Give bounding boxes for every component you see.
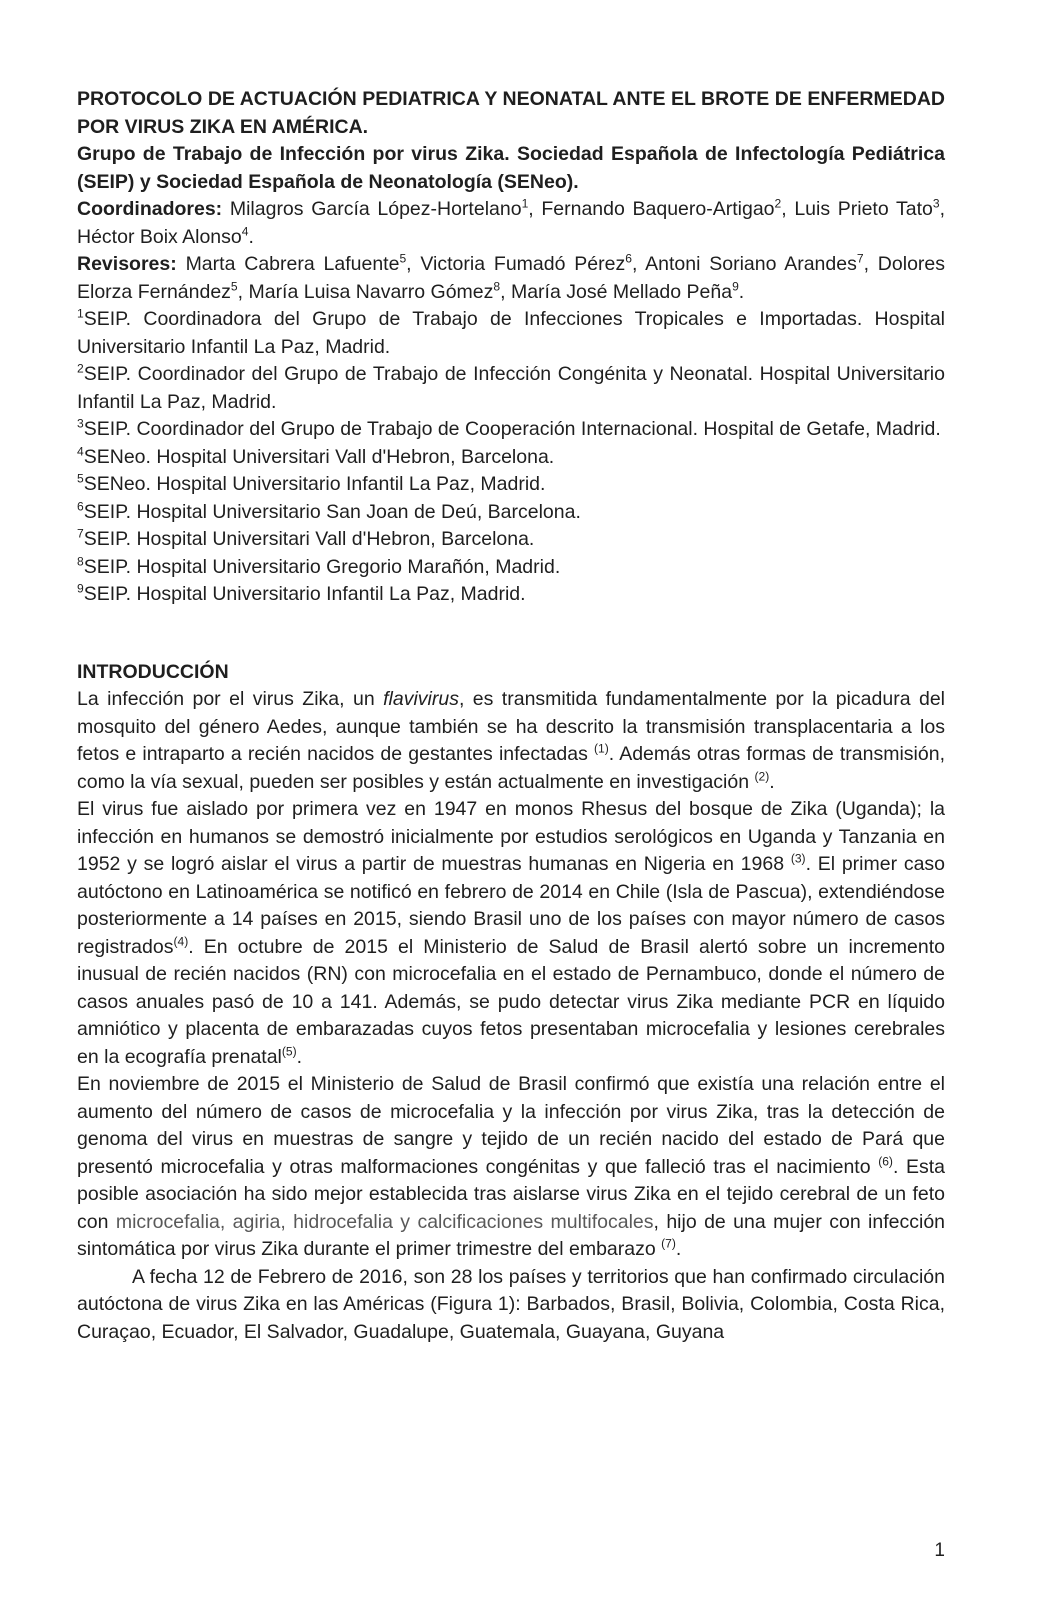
affiliation-superscript: 1 xyxy=(77,306,84,321)
text-run: . Esta posible asociación ha sido mejor establecida tras aislarse virus Zika en el tejido cerebral de un feto con xyxy=(77,1155,945,1233)
affiliation-text: SEIP. Hospital Universitari Vall d'Hebron, Barcelona. xyxy=(83,528,535,550)
reference-superscript: (2) xyxy=(754,769,770,783)
text-run: La infección por el virus Zika, un xyxy=(77,688,384,710)
reference-superscript: (4) xyxy=(173,934,189,948)
affiliation-superscript: 5 xyxy=(77,471,84,486)
reference-superscript: (3) xyxy=(790,851,806,866)
body-paragraph xyxy=(77,1264,945,1347)
text-run: Revisores: xyxy=(77,253,186,275)
introduction-paragraphs xyxy=(77,686,945,1346)
affiliation-text: SEIP. Hospital Universitario San Joan de Deú, Barcelona. xyxy=(83,500,581,523)
affiliation-text: SEIP. Hospital Universitario Infantil La Paz, Madrid. xyxy=(83,583,526,605)
text-run: . xyxy=(248,225,254,248)
reference-superscript: 1 xyxy=(521,196,529,211)
document-title: PROTOCOLO DE ACTUACIÓN PEDIATRICA Y NEONATAL ANTE EL BROTE DE ENFERMEDAD POR VIRUS ZIKA EN AMÉRICA. xyxy=(77,88,945,138)
reference-superscript: 9 xyxy=(732,279,739,293)
affiliation-text: SEIP. Coordinador del Grupo de Trabajo de Infección Congénita y Neonatal. Hospital Universitario Infantil La Paz, Madrid. xyxy=(77,363,945,413)
reviewers-paragraph xyxy=(77,251,945,306)
body-paragraph xyxy=(77,686,945,796)
affiliation-item xyxy=(77,581,945,609)
text-run: , Antoni Soriano Arandes xyxy=(631,253,857,275)
text-run: . Además otras formas de transmisión, como la vía sexual, pueden ser posibles y están actualmente en investigación xyxy=(77,743,946,793)
reference-superscript: (7) xyxy=(661,1236,676,1251)
reference-superscript: 5 xyxy=(399,251,407,266)
text-run: . xyxy=(738,280,745,303)
affiliation-text: SENeo. Hospital Universitari Vall d'Hebron, Barcelona. xyxy=(83,445,555,468)
text-run: , María José Mellado Peña xyxy=(500,280,733,303)
text-run: , Fernando Baquero-Artigao xyxy=(528,198,775,220)
coordinators-paragraph xyxy=(77,196,945,251)
text-run: Milagros García López-Hortelano xyxy=(229,198,522,220)
page-number: 1 xyxy=(934,1540,945,1561)
text-run: El virus fue aislado por primera vez en 1947 en monos Rhesus del bosque de Zika (Uganda); la infección en humanos se demostró inicialmente por estudios serológicos en Uganda y Tanzania en 1952 y se logró aislar el virus a partir de muestras humanas en Nigeria en 1968 xyxy=(77,798,945,875)
reference-superscript: (6) xyxy=(878,1154,893,1168)
affiliation-text: SEIP. Coordinador del Grupo de Trabajo de Cooperación Internacional. Hospital de Getafe, Madrid. xyxy=(83,418,941,440)
text-run: , Héctor Boix Alonso xyxy=(77,198,946,248)
text-run: . xyxy=(296,1045,303,1068)
text-run: microcefalia, agiria, hidrocefalia y calcificaciones multifocales xyxy=(115,1210,654,1233)
affiliation-item xyxy=(77,499,945,527)
text-run: , es transmitida fundamentalmente por la picadura del mosquito del género Aedes, aunque también se ha descrito la transmisión transplacentaria a los fetos e intraparto a recién nacidos de gestantes infectadas xyxy=(77,688,945,765)
introduction-heading: INTRODUCCIÓN xyxy=(77,660,229,683)
affiliation-item xyxy=(77,526,945,554)
affiliation-text: SENeo. Hospital Universitario Infantil La Paz, Madrid. xyxy=(83,473,546,495)
affiliation-superscript: 4 xyxy=(77,444,84,458)
text-run: . xyxy=(769,770,775,793)
affiliation-superscript: 9 xyxy=(77,581,84,596)
affiliation-superscript: 7 xyxy=(77,526,84,541)
text-run: Marta Cabrera Lafuente xyxy=(185,253,400,275)
affiliation-item xyxy=(77,361,945,416)
text-run: , María Luisa Navarro Gómez xyxy=(237,280,494,303)
text-run: En noviembre de 2015 el Ministerio de Salud de Brasil confirmó que existía una relación entre el aumento del número de casos de microcefalia y la infección por virus Zika, tras la detección de genoma del virus en muestras de sangre y tejido de un recién nacido del estado de Pará que presentó microcefalia y otras malformaciones congénitas y que falleció tras el nacimiento xyxy=(77,1073,945,1178)
affiliation-item xyxy=(77,416,945,444)
affiliation-item xyxy=(77,554,945,582)
affiliation-text: SEIP. Hospital Universitario Gregorio Marañón, Madrid. xyxy=(83,555,561,578)
affiliation-superscript: 2 xyxy=(77,361,84,376)
document-subtitle: Grupo de Trabajo de Infección por virus Zika. Sociedad Española de Infectología Pediátrica (SEIP) y Sociedad Española de Neonatología (SENeo). xyxy=(77,143,945,193)
body-paragraph xyxy=(77,796,945,1071)
text-run: . xyxy=(675,1238,682,1260)
reference-superscript: 8 xyxy=(493,279,501,293)
text-run: . El primer caso autóctono en Latinoamérica se notificó en febrero de 2014 en Chile (Isla de Pascua), extendiéndose posteriormente a 14 países en 2015, siendo Brasil uno de los países con mayor número de casos registrados xyxy=(77,853,946,958)
text-run: Coordinadores: xyxy=(77,198,230,220)
affiliation-superscript: 8 xyxy=(77,554,84,568)
text-run: A fecha 12 de Febrero de 2016, son 28 los países y territorios que han confirmado circulación autóctona de virus Zika en las Américas (Figura 1): Barbados, Brasil, Bolivia, Colombia, Costa Rica, Curaçao, Ecuador, El Salvador, Guadalupe, Guatemala, Guayana, Guyana xyxy=(77,1265,945,1343)
reference-superscript: 3 xyxy=(932,196,940,211)
affiliations-list xyxy=(77,306,945,609)
reference-superscript: 5 xyxy=(230,279,238,293)
reference-superscript: (5) xyxy=(281,1044,297,1058)
affiliation-item xyxy=(77,306,945,361)
affiliation-item xyxy=(77,471,945,499)
reference-superscript: 6 xyxy=(625,251,632,266)
reference-superscript: 2 xyxy=(774,196,782,211)
text-run: , Luis Prieto Tato xyxy=(781,198,933,220)
body-paragraph xyxy=(77,1071,945,1264)
text-run: flavivirus xyxy=(383,688,459,710)
affiliation-superscript: 3 xyxy=(77,416,84,431)
affiliation-item xyxy=(77,444,945,472)
text-run: , Victoria Fumadó Pérez xyxy=(406,253,626,275)
reference-superscript: 7 xyxy=(856,251,864,266)
affiliation-superscript: 6 xyxy=(77,499,84,513)
text-run: , hijo de una mujer con infección sintomática por virus Zika durante el primer trimestre del embarazo xyxy=(77,1210,946,1260)
text-run: . En octubre de 2015 el Ministerio de Salud de Brasil alertó sobre un incremento inusual de recién nacidos (RN) con microcefalia en el estado de Pernambuco, donde el número de casos anuales pasó de 10 a 141. Además, se pudo detectar virus Zika mediante PCR en líquido amniótico y placenta de embarazadas cuyos fetos presentaban microcefalia y lesiones cerebrales en la ecografía prenatal xyxy=(77,935,945,1068)
reference-superscript: 4 xyxy=(241,224,249,238)
reference-superscript: (1) xyxy=(593,741,609,756)
text-run: , Dolores Elorza Fernández xyxy=(77,253,946,303)
affiliation-text: SEIP. Coordinadora del Grupo de Trabajo de Infecciones Tropicales e Importadas. Hospital Universitario Infantil La Paz, Madrid. xyxy=(77,308,945,358)
document-content xyxy=(77,86,945,1346)
